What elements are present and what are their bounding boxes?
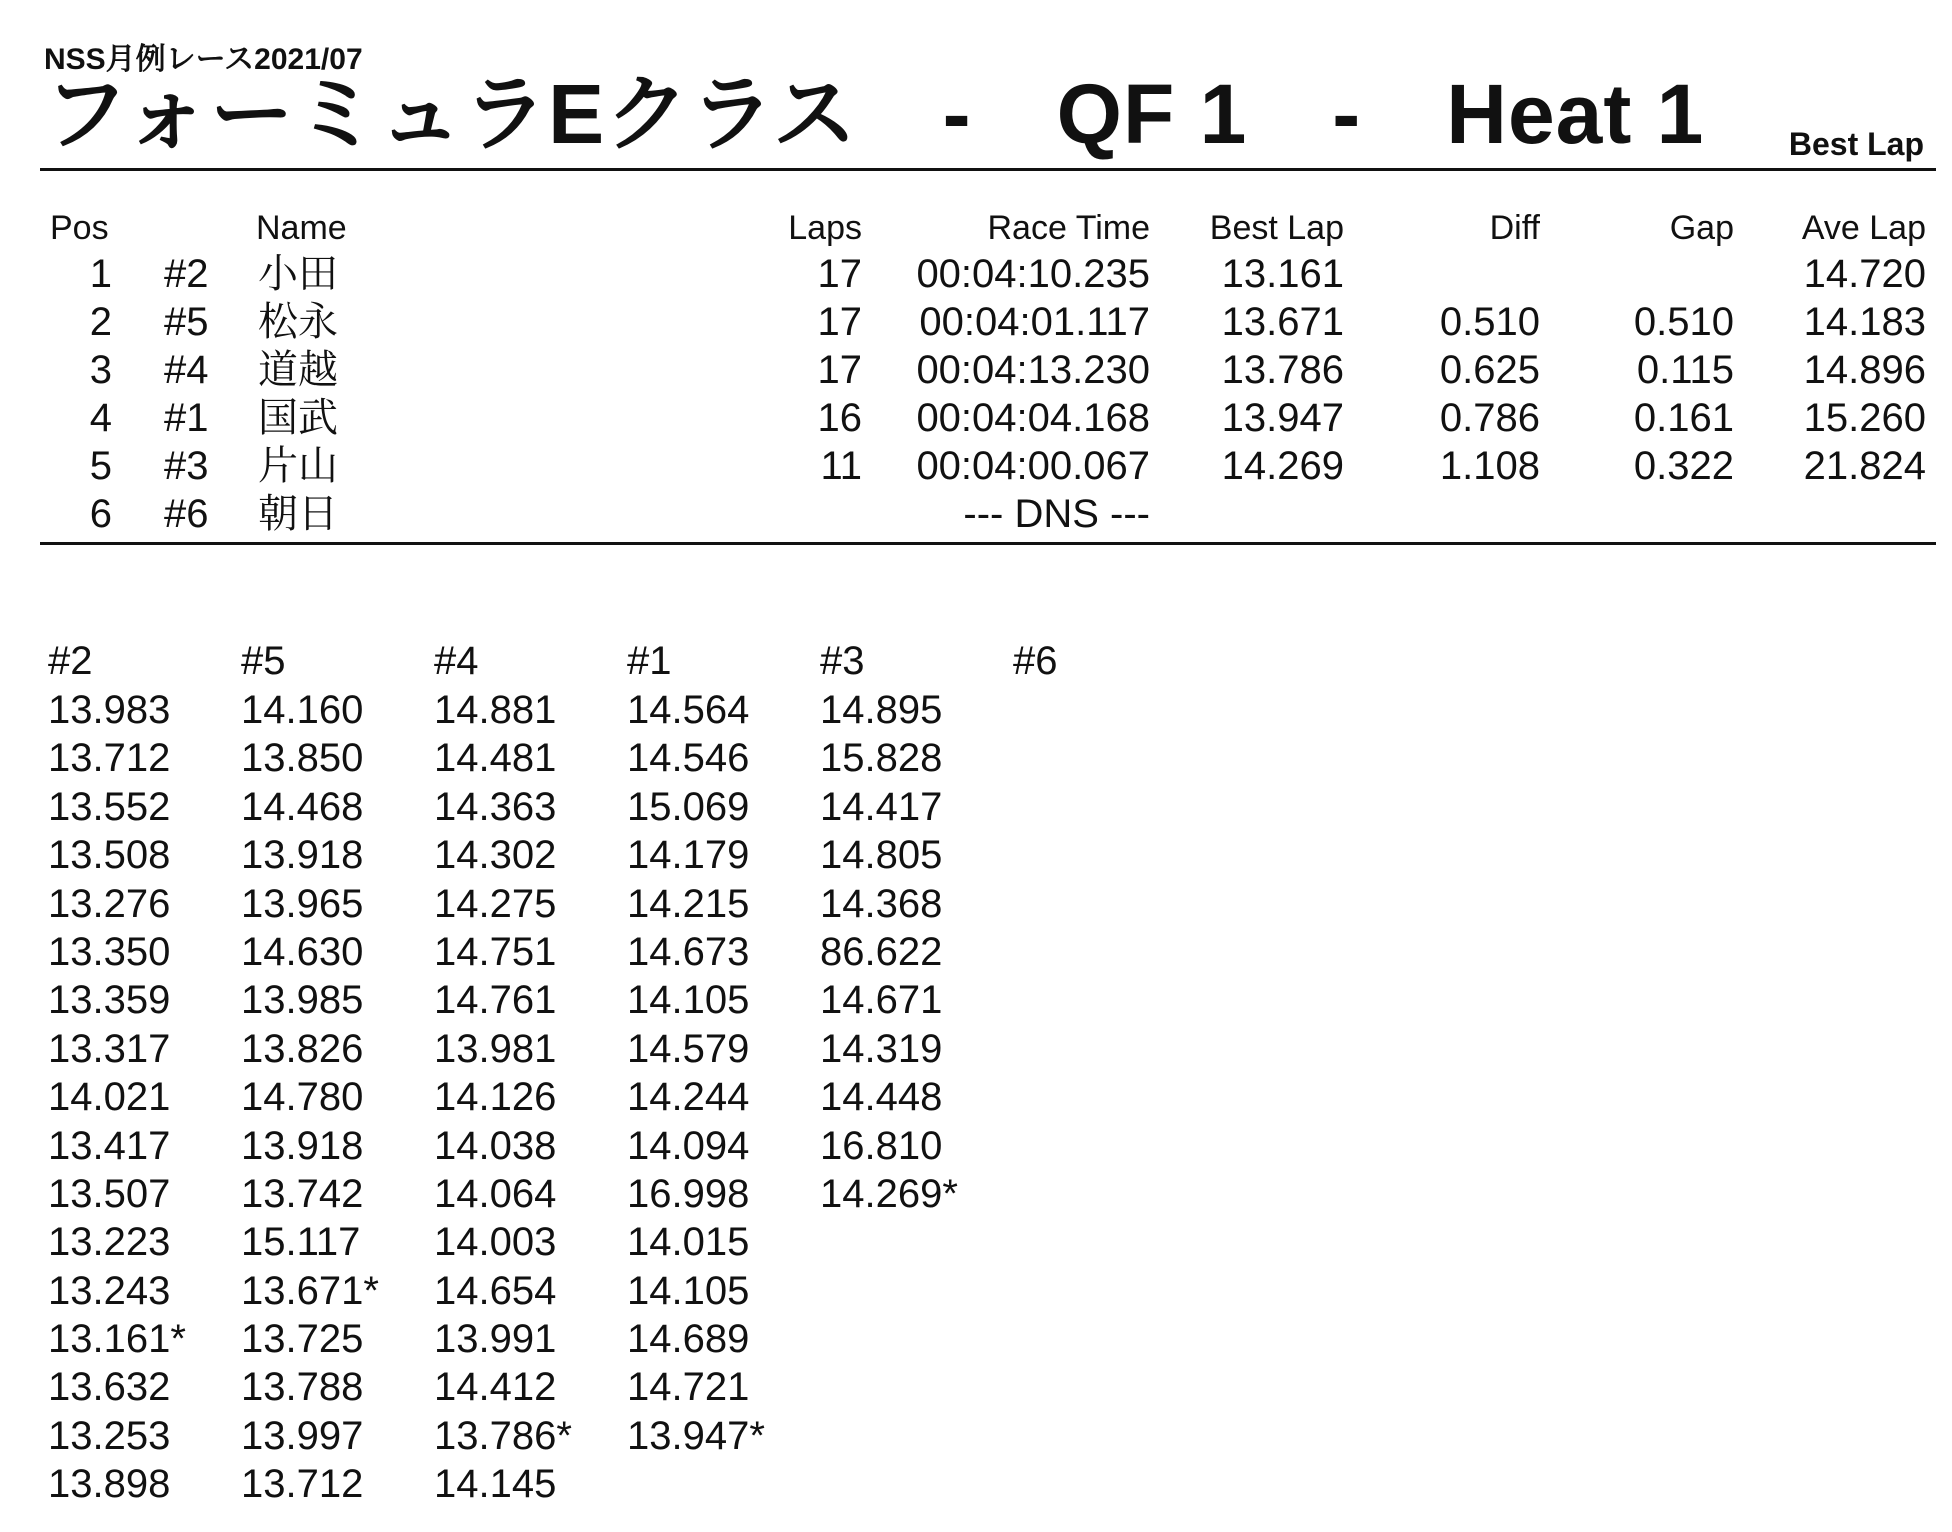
lap-column-driver: #5	[241, 639, 286, 683]
lap-time: 13.983	[48, 688, 171, 732]
result-no: #1	[164, 396, 209, 440]
result-race-time: 00:04:04.168	[916, 396, 1150, 440]
lap-time: 14.881	[434, 688, 557, 732]
lap-time: 14.179	[627, 833, 750, 878]
lap-column	[241, 636, 434, 1509]
lap-time: 14.038	[434, 1123, 557, 1168]
result-ave-lap: 14.183	[1803, 300, 1926, 344]
result-pos: 1	[89, 252, 112, 296]
lap-column-driver: #2	[48, 639, 93, 683]
lap-time: 13.991	[434, 1317, 557, 1362]
result-best-lap: 13.947	[1221, 396, 1344, 440]
lap-time: 14.105	[627, 978, 750, 1023]
lap-time: 13.947*	[627, 1413, 765, 1458]
lap-time: 14.015	[627, 1220, 750, 1265]
result-race-time: 00:04:00.067	[916, 444, 1150, 488]
lap-time: 14.673	[627, 929, 750, 974]
lap-time: 13.712	[241, 1462, 364, 1507]
lap-time: 13.981	[434, 1026, 557, 1071]
lap-column-driver: #1	[627, 639, 672, 683]
lap-time: 86.622	[820, 929, 943, 974]
lap-time: 14.126	[434, 1075, 557, 1120]
result-pos: 6	[89, 492, 112, 536]
result-race-time: --- DNS ---	[963, 492, 1150, 536]
event-name: NSS月例レース2021/07	[44, 43, 363, 76]
lap-time: 13.898	[48, 1462, 171, 1507]
col-header-ave-lap: Ave Lap	[1801, 209, 1926, 247]
result-diff: 0.510	[1439, 300, 1540, 344]
lap-time: 14.412	[434, 1365, 557, 1410]
lap-time: 14.751	[434, 929, 557, 974]
lap-times-grid	[48, 636, 1206, 1509]
lap-time: 14.244	[627, 1075, 750, 1120]
result-name: 道越	[258, 348, 338, 392]
result-race-time: 00:04:13.230	[916, 348, 1150, 392]
lap-time: 14.721	[627, 1365, 750, 1410]
lap-time: 13.350	[48, 929, 171, 974]
lap-time: 14.160	[241, 688, 364, 732]
lap-time: 13.417	[48, 1123, 171, 1168]
result-diff: 0.786	[1439, 396, 1540, 440]
col-header-laps: Laps	[788, 209, 862, 247]
lap-time: 14.805	[820, 833, 943, 878]
lap-time: 13.997	[241, 1413, 364, 1458]
lap-column-driver: #3	[820, 639, 865, 683]
result-name: 朝日	[258, 492, 338, 536]
result-best-lap: 13.786	[1221, 348, 1344, 392]
lap-time: 14.105	[627, 1268, 750, 1313]
lap-column	[48, 636, 241, 1509]
lap-time: 13.826	[241, 1026, 364, 1071]
result-name: 松永	[258, 300, 338, 344]
lap-time: 13.276	[48, 881, 171, 926]
result-pos: 5	[89, 444, 112, 488]
result-no: #5	[164, 300, 209, 344]
lap-time: 13.632	[48, 1365, 171, 1410]
result-no: #3	[164, 444, 209, 488]
lap-column	[434, 636, 627, 1509]
lap-column	[627, 636, 820, 1509]
lap-time: 13.359	[48, 978, 171, 1023]
result-gap: 0.510	[1633, 300, 1734, 344]
result-pos: 3	[89, 348, 112, 392]
lap-time: 14.302	[434, 833, 557, 878]
lap-time: 13.985	[241, 978, 364, 1023]
result-best-lap: 14.269	[1221, 444, 1344, 488]
col-header-diff: Diff	[1489, 209, 1540, 247]
col-header-gap: Gap	[1669, 209, 1734, 247]
result-pos: 4	[89, 396, 112, 440]
result-diff: 0.625	[1439, 348, 1540, 392]
bottom-divider	[40, 542, 1936, 545]
lap-time: 14.630	[241, 929, 364, 974]
result-ave-lap: 14.720	[1803, 252, 1926, 296]
result-ave-lap: 14.896	[1803, 348, 1926, 392]
lap-time: 15.828	[820, 736, 943, 781]
col-header-race-time: Race Time	[987, 209, 1150, 247]
lap-time: 14.895	[820, 688, 943, 732]
lap-time: 13.161*	[48, 1317, 186, 1362]
lap-time: 14.468	[241, 784, 364, 829]
lap-time: 14.064	[434, 1171, 557, 1216]
lap-time: 14.215	[627, 881, 750, 926]
lap-time: 14.363	[434, 784, 557, 829]
lap-column-driver: #6	[1013, 639, 1058, 683]
lap-time: 14.761	[434, 978, 557, 1023]
lap-time: 13.786*	[434, 1413, 572, 1458]
lap-column-driver: #4	[434, 639, 479, 683]
result-name: 国武	[258, 396, 338, 440]
result-gap: 0.161	[1633, 396, 1734, 440]
lap-time: 13.671*	[241, 1268, 379, 1313]
lap-time: 15.117	[241, 1220, 361, 1265]
lap-time: 14.448	[820, 1075, 943, 1120]
lap-time: 14.319	[820, 1026, 943, 1071]
lap-time: 14.579	[627, 1026, 750, 1071]
lap-time: 14.481	[434, 736, 557, 781]
lap-time: 14.145	[434, 1462, 557, 1507]
result-no: #6	[164, 492, 209, 536]
result-laps: 11	[820, 444, 862, 488]
lap-time: 13.712	[48, 736, 171, 781]
lap-time: 14.546	[627, 736, 750, 781]
lap-time: 13.742	[241, 1171, 364, 1216]
sort-label: Best Lap	[1788, 126, 1924, 162]
result-no: #4	[164, 348, 209, 392]
lap-time: 13.850	[241, 736, 364, 781]
lap-time: 13.918	[241, 1123, 364, 1168]
lap-time: 16.810	[820, 1123, 943, 1168]
col-header-name: Name	[256, 209, 347, 247]
lap-time: 14.021	[48, 1075, 171, 1120]
result-name: 片山	[258, 444, 338, 488]
result-best-lap: 13.671	[1221, 300, 1344, 344]
result-gap: 0.322	[1633, 444, 1734, 488]
lap-time: 13.507	[48, 1171, 171, 1216]
result-laps: 17	[817, 348, 862, 392]
top-divider	[40, 168, 1936, 171]
lap-column	[1013, 636, 1206, 1509]
col-header-pos: Pos	[50, 209, 109, 247]
result-ave-lap: 21.824	[1803, 444, 1926, 488]
col-header-best-lap: Best Lap	[1209, 209, 1344, 247]
result-pos: 2	[89, 300, 112, 344]
lap-time: 14.671	[820, 978, 943, 1023]
lap-time: 13.965	[241, 881, 364, 926]
result-gap: 0.115	[1636, 348, 1734, 392]
result-ave-lap: 15.260	[1803, 396, 1926, 440]
lap-time: 15.069	[627, 784, 750, 829]
lap-time: 13.508	[48, 833, 171, 878]
lap-time: 16.998	[627, 1171, 750, 1216]
lap-column	[820, 636, 1013, 1509]
lap-time: 14.275	[434, 881, 557, 926]
result-no: #2	[164, 252, 209, 296]
lap-time: 14.269*	[820, 1171, 958, 1216]
lap-time: 13.552	[48, 784, 171, 829]
lap-time: 14.368	[820, 881, 943, 926]
result-race-time: 00:04:01.117	[919, 300, 1150, 344]
result-diff: 1.108	[1439, 444, 1540, 488]
lap-time: 14.689	[627, 1317, 750, 1362]
result-laps: 17	[817, 300, 862, 344]
result-best-lap: 13.161	[1221, 252, 1344, 296]
result-laps: 16	[817, 396, 862, 440]
lap-time: 14.780	[241, 1075, 364, 1120]
lap-time: 13.788	[241, 1365, 364, 1410]
result-laps: 17	[817, 252, 862, 296]
lap-time: 13.223	[48, 1220, 171, 1265]
lap-time: 14.003	[434, 1220, 557, 1265]
lap-time: 13.317	[48, 1026, 171, 1071]
lap-time: 13.725	[241, 1317, 364, 1362]
lap-time: 13.253	[48, 1413, 171, 1458]
lap-time: 13.918	[241, 833, 364, 878]
lap-time: 14.417	[820, 784, 943, 829]
result-name: 小田	[258, 252, 338, 296]
lap-time: 14.564	[627, 688, 750, 732]
lap-time: 13.243	[48, 1268, 171, 1313]
lap-time: 14.654	[434, 1268, 557, 1313]
lap-time: 14.094	[627, 1123, 750, 1168]
result-race-time: 00:04:10.235	[916, 252, 1150, 296]
page-title: フォーミュラEクラス - QF 1 - Heat 1	[44, 67, 1705, 161]
